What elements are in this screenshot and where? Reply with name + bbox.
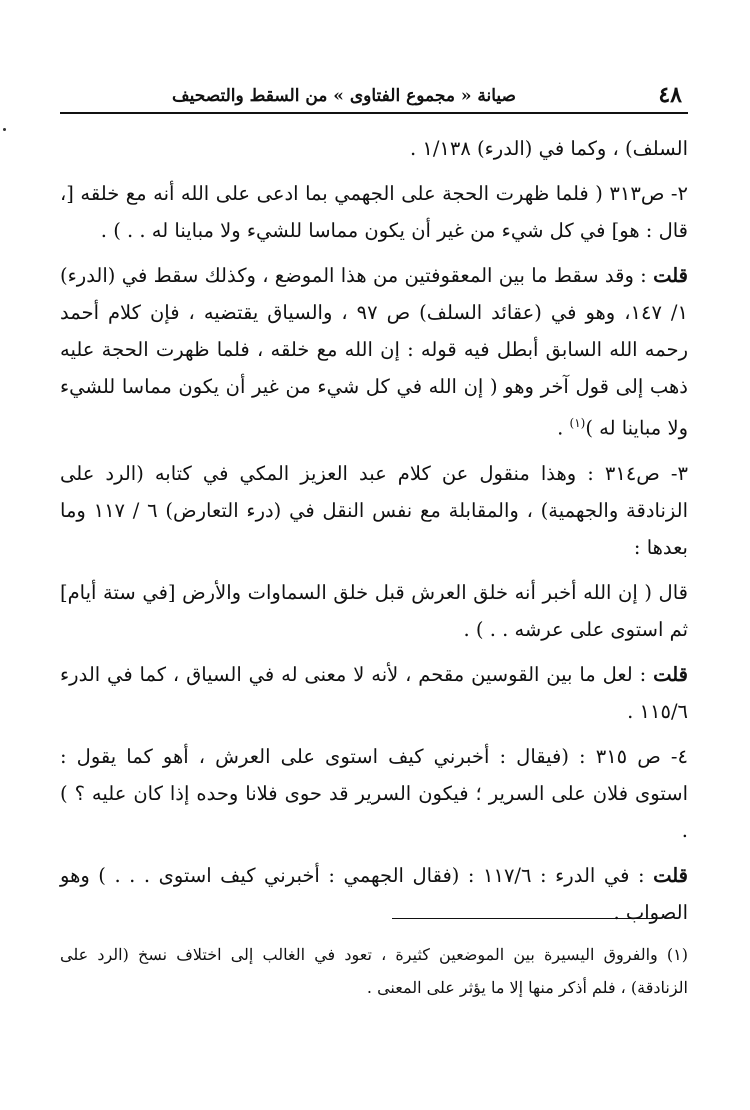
qult-label: قلت	[653, 264, 689, 287]
paragraph	[60, 656, 688, 730]
paragraph-end: .	[557, 416, 570, 440]
paragraph: السلف) ، وكما في (الدرء) ١/١٣٨ .	[409, 137, 688, 160]
footnote-marker: (١)	[569, 416, 586, 430]
paragraph-text: : في الدرء : ١١٧/٦ : (فقال الجهمي : أخبرني كيف استوى . . . ) وهو الصواب .	[60, 863, 688, 924]
qult-label: قلت	[653, 662, 689, 686]
qult-label: قلت	[653, 863, 688, 887]
paragraph: ٤- ص ٣١٥ : (فيقال : أخبرني كيف استوى على العرش ، أهو كما يقول : استوى فلان على السرير ؛ فيكون السرير قد حوى فلانا وحده إذا كان عليه ؟ ) .	[60, 744, 688, 842]
margin-mark	[3, 128, 6, 131]
paragraph: قال ( إن الله أخبر أنه خلق العرش قبل خلق السماوات والأرض [في ستة أيام] ثم استوى على عرشه . . ) .	[60, 580, 688, 641]
paragraph	[60, 257, 688, 447]
running-title: صيانة « مجموع الفتاوى » من السقط والتصحيف	[172, 86, 516, 106]
paragraph-text: : لعل ما بين القوسين مقحم ، لأنه لا معنى له في السياق ، كما في الدرء ١١٥/٦ .	[60, 662, 688, 723]
paragraph: ٢- ص٣١٣ ( فلما ظهرت الحجة على الجهمي بما ادعى على الله أنه مع خلقه [، قال : هو] في كل شيء من غير أن يكون مماسا للشيء ولا مباينا له . . ) .	[60, 182, 688, 242]
main-text	[60, 130, 688, 939]
paragraph: ٣- ص٣١٤ : وهذا منقول عن كلام عبد العزيز المكي في كتابه (الرد على الزنادقة والجهمية) ، والمقابلة مع نفس النقل في (درء التعارض) ٦ / ١١٧ وما بعدها :	[60, 461, 688, 559]
page-header	[60, 80, 688, 114]
paragraph-text: : وقد سقط ما بين المعقوفتين من هذا الموضع ، وكذلك سقط في (الدرء) ١/ ١٤٧، وهو في (عقائد السلف) ص ٩٧ ، والسياق يقتضيه ، فإن كلام أحمد رحمه الله السابق أبطل فيه قوله : إن الله مع خلقه ، فلما ظهرت الحجة عليه ذهب إلى قول آخر وهو ( إن الله في كل شيء من غير أن يكون مماسا للشيء ولا مباينا له )	[60, 264, 688, 440]
footnote-divider	[392, 918, 658, 919]
paragraph	[60, 857, 688, 931]
page-number: ٤٨	[658, 82, 682, 108]
footnote: (١) والفروق اليسيرة بين الموضعين كثيرة ، تعود في الغالب إلى اختلاف نسخ (الرد على الزنادقة) ، فلم أذكر منها إلا ما يؤثر على المعنى .	[60, 945, 688, 997]
